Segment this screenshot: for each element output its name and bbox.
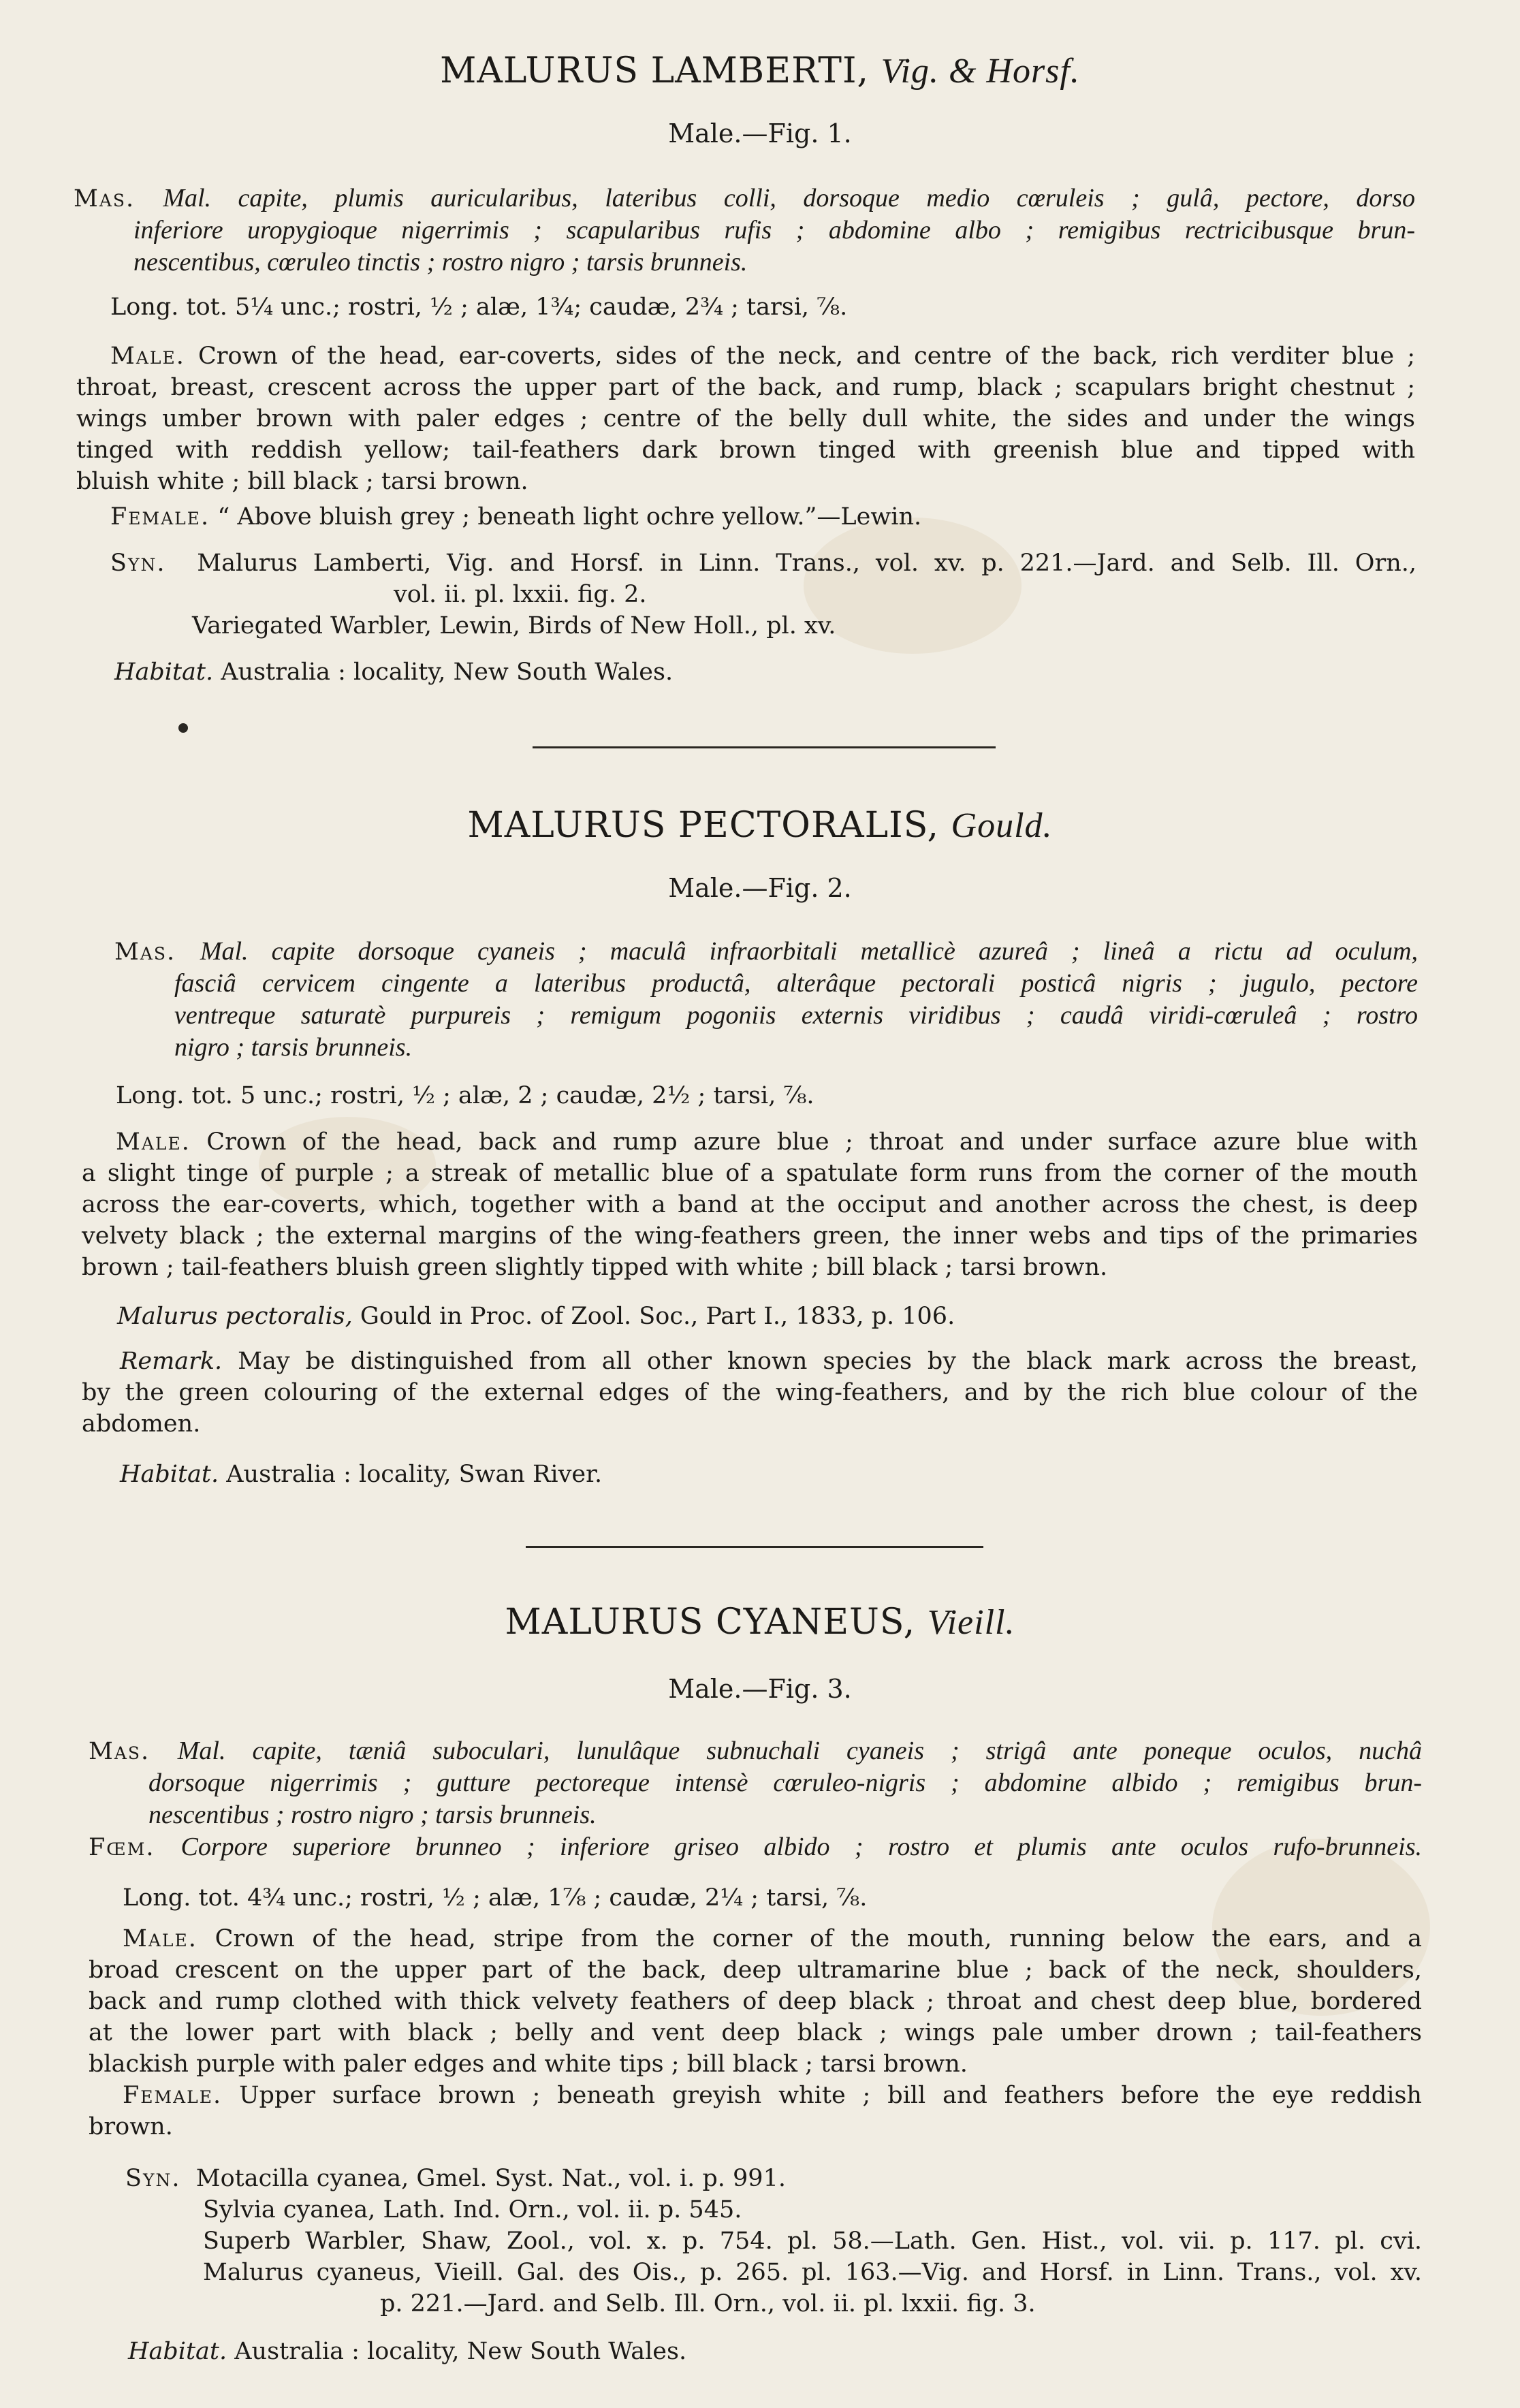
- reference-name: Malurus pectoralis,: [117, 1303, 353, 1330]
- latin-line: nescentibus, cœruleo tinctis ; rostro nigro ; tarsis brunneis.: [133, 248, 748, 276]
- species-name: MALURUS LAMBERTI,: [440, 50, 870, 91]
- synonymy: [110, 548, 1416, 641]
- foem-label: Fœm.: [89, 1834, 155, 1861]
- male-label: Male.: [116, 1128, 191, 1156]
- female-label: Female.: [123, 2082, 223, 2109]
- female-description: [89, 2080, 1422, 2142]
- habitat-label: Habitat.: [128, 2338, 227, 2365]
- synonym-line: vol. ii. pl. lxxii. fig. 2.: [394, 581, 647, 608]
- synonym-line: Superb Warbler, Shaw, Zool., vol. x. p. 754. pl. 58.—Lath. Gen. Hist., vol. vii. p. 117. pl. cvi.: [203, 2228, 1422, 2255]
- figure-caption: Male.—Fig. 2.: [668, 873, 852, 903]
- description-line: back and rump clothed with thick velvety feathers of deep black ; throat and chest deep blue, bordered: [89, 1988, 1422, 2015]
- measurements: [110, 291, 1404, 323]
- species-authority: Gould.: [951, 806, 1053, 845]
- description-line: across the ear-coverts, which, together with a band at the occiput and another across the chest, is deep: [82, 1191, 1418, 1218]
- latin-line: ventreque saturatè purpureis ; remigum pogoniis externis viridibus ; caudâ viridi-cœruleâ ; rostro: [174, 1001, 1418, 1030]
- latin-line: Mal. capite, tæniâ suboculari, lunulâque subnuchali cyaneis ; strigâ ante poneque oculos, nuchâ: [177, 1737, 1422, 1765]
- description-line: Crown of the head, back and rump azure blue ; throat and under surface azure blue with: [206, 1128, 1418, 1156]
- ink-dot: [178, 723, 188, 733]
- description-line: throat, breast, crescent across the upper part of the back, and rump, black ; scapulars bright chestnut ;: [76, 374, 1415, 401]
- species-title: [0, 1600, 1520, 1645]
- latin-line: inferiore uropygioque nigerrimis ; scapularibus rufis ; abdomine albo ; remigibus rectricibusque brun-: [133, 216, 1415, 244]
- latin-line: dorsoque nigerrimis ; gutture pectoreque intensè cœruleo-nigris ; abdomine albido ; remigibus brun-: [148, 1769, 1422, 1797]
- habitat-text: Australia : locality, New South Wales.: [234, 2338, 687, 2365]
- section-divider: [533, 746, 996, 748]
- male-description: [89, 1923, 1422, 2080]
- description-line: tinged with reddish yellow; tail-feathers dark brown tinged with greenish blue and tipped with: [76, 437, 1415, 464]
- description-line: “ Above bluish grey ; beneath light ochre yellow.”—Lewin.: [217, 503, 922, 530]
- mas-label: Mas.: [89, 1738, 151, 1765]
- measurements-text: Long. tot. 5 unc.; rostri, ½ ; alæ, 2 ; caudæ, 2½ ; tarsi, ⅞.: [116, 1082, 814, 1109]
- syn-label: Syn.: [110, 550, 166, 577]
- habitat-label: Habitat.: [120, 1461, 219, 1488]
- synonym-line: Malurus Lamberti, Vig. and Horsf. in Linn. Trans., vol. xv. p. 221.—Jard. and Selb. Ill. Orn.,: [197, 550, 1416, 577]
- male-description: [82, 1126, 1418, 1283]
- description-line: brown.: [89, 2113, 173, 2140]
- remark-line: May be distinguished from all other known species by the black mark across the breast,: [238, 1348, 1418, 1375]
- description-line: Crown of the head, stripe from the corner of the mouth, running below the ears, and a: [215, 1925, 1422, 1952]
- male-label: Male.: [123, 1925, 197, 1952]
- habitat-label: Habitat.: [114, 659, 214, 686]
- remark: [82, 1346, 1418, 1440]
- latin-line: nescentibus ; rostro nigro ; tarsis brunneis.: [148, 1801, 597, 1829]
- description-line: bluish white ; bill black ; tarsi brown.: [76, 468, 528, 495]
- remark-line: abdomen.: [82, 1410, 201, 1438]
- female-label: Female.: [110, 503, 210, 530]
- habitat: [120, 1459, 1414, 1490]
- species-authority: Vieill.: [927, 1603, 1015, 1642]
- latin-description: [74, 183, 1415, 279]
- species-name: MALURUS CYANEUS,: [505, 1602, 916, 1643]
- remark-label: Remark.: [120, 1348, 223, 1375]
- description-line: wings umber brown with paler edges ; centre of the belly dull white, the sides and under the wings: [76, 405, 1415, 432]
- male-label: Male.: [110, 343, 185, 370]
- remark-line: by the green colouring of the external edges of the wing-feathers, and by the rich blue colour of the: [82, 1379, 1418, 1406]
- measurements-text: Long. tot. 4¾ unc.; rostri, ½ ; alæ, 1⅞ ; caudæ, 2¼ ; tarsi, ⅞.: [123, 1884, 868, 1912]
- synonym-line: p. 221.—Jard. and Selb. Ill. Orn., vol. ii. pl. lxxii. fig. 3.: [380, 2290, 1036, 2317]
- syn-label: Syn.: [125, 2165, 181, 2192]
- habitat-text: Australia : locality, Swan River.: [226, 1461, 603, 1488]
- species-name: MALURUS PECTORALIS,: [467, 805, 940, 846]
- synonymy: [125, 2163, 1422, 2319]
- latin-line: nigro ; tarsis brunneis.: [174, 1033, 413, 1062]
- species-authority: Vig. & Horsf.: [881, 52, 1080, 91]
- synonym-line: Variegated Warbler, Lewin, Birds of New Holl., pl. xv.: [192, 612, 836, 639]
- latin-line: Mal. capite dorsoque cyaneis ; maculâ infraorbitali metallicè azureâ ; lineâ a rictu ad oculum,: [200, 937, 1418, 966]
- mas-label: Mas.: [74, 185, 136, 212]
- reference: [117, 1301, 1411, 1332]
- description-line: Crown of the head, ear-coverts, sides of the neck, and centre of the back, rich verditer blue ;: [198, 343, 1415, 370]
- description-line: a slight tinge of purple ; a streak of metallic blue of a spatulate form runs from the corner of the mouth: [82, 1160, 1418, 1187]
- latin-line: Mal. capite, plumis auricularibus, lateribus colli, dorsoque medio cœruleis ; gulâ, pectore, dorso: [163, 184, 1415, 212]
- male-description: [76, 340, 1415, 497]
- figure-caption: Male.—Fig. 3.: [668, 1674, 852, 1704]
- figure-caption: Male.—Fig. 1.: [668, 118, 852, 148]
- synonym-line: Malurus cyaneus, Vieill. Gal. des Ois., p. 265. pl. 163.—Vig. and Horsf. in Linn. Trans., vol. xv.: [203, 2259, 1422, 2286]
- measurements: [116, 1080, 1410, 1111]
- species-title: [0, 49, 1520, 93]
- description-line: brown ; tail-feathers bluish green slightly tipped with white ; bill black ; tarsi brown.: [82, 1254, 1108, 1281]
- latin-line: Corpore superiore brunneo ; inferiore griseo albido ; rostro et plumis ante oculos rufo-brunneis.: [180, 1833, 1422, 1861]
- synonym-line: Motacilla cyanea, Gmel. Syst. Nat., vol. i. p. 991.: [195, 2165, 786, 2192]
- description-line: velvety black ; the external margins of the wing-feathers green, the inner webs and tips of the primaries: [82, 1222, 1418, 1250]
- latin-line: fasciâ cervicem cingente a lateribus productâ, alterâque pectorali posticâ nigris ; jugulo, pectore: [174, 969, 1418, 998]
- section-divider: [526, 1546, 983, 1548]
- measurements: [123, 1882, 1416, 1914]
- species-title: [0, 804, 1520, 848]
- mas-label: Mas.: [114, 938, 176, 966]
- description-line: Upper surface brown ; beneath greyish white ; bill and feathers before the eye reddish: [239, 2082, 1422, 2109]
- habitat: [114, 656, 1408, 688]
- measurements-text: Long. tot. 5¼ unc.; rostri, ½ ; alæ, 1¾; caudæ, 2¾ ; tarsi, ⅞.: [110, 294, 848, 321]
- description-line: broad crescent on the upper part of the back, deep ultramarine blue ; back of the neck, shoulders,: [89, 1956, 1422, 1984]
- description-line: at the lower part with black ; belly and vent deep black ; wings pale umber drown ; tail-feathers: [89, 2019, 1422, 2046]
- latin-description: [114, 936, 1418, 1064]
- description-line: blackish purple with paler edges and white tips ; bill black ; tarsi brown.: [89, 2050, 968, 2078]
- female-description: [110, 501, 1404, 533]
- habitat: [128, 2336, 1422, 2367]
- reference-text: Gould in Proc. of Zool. Soc., Part I., 1833, p. 106.: [360, 1303, 955, 1330]
- synonym-line: Sylvia cyanea, Lath. Ind. Orn., vol. ii. p. 545.: [203, 2196, 742, 2223]
- latin-description: [89, 1735, 1422, 1863]
- habitat-text: Australia : locality, New South Wales.: [221, 659, 674, 686]
